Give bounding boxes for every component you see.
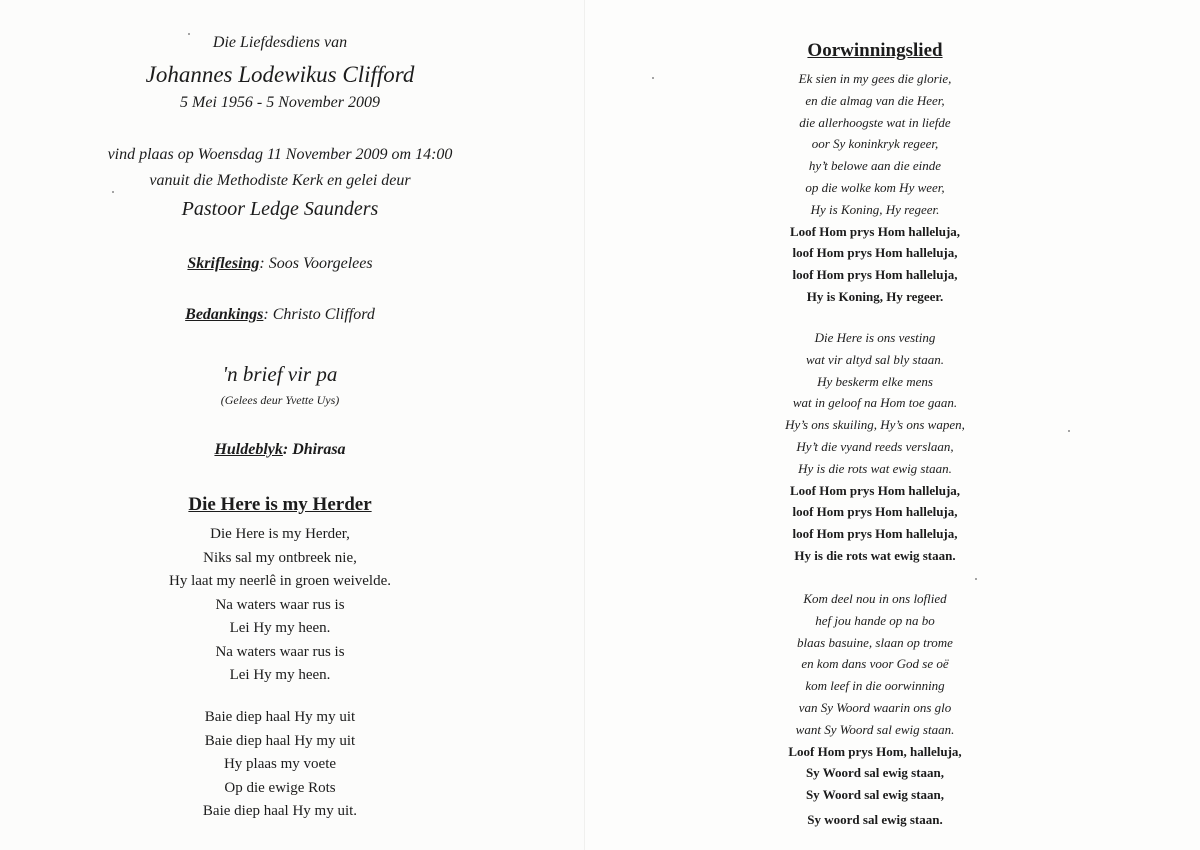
huldeblyk-value: : Dhirasa bbox=[282, 441, 346, 458]
chorus-line: Hy is Koning, Hy regeer. bbox=[806, 288, 944, 304]
pastor-name: Pastoor Ledge Saunders bbox=[181, 198, 379, 220]
chorus-line: Loof Hom prys Hom halleluja, bbox=[789, 482, 961, 498]
chorus-line: loof Hom prys Hom halleluja, bbox=[792, 245, 958, 261]
letter-reader: (Gelees deur Yvette Uys) bbox=[220, 393, 340, 407]
chorus-line: Loof Hom prys Hom halleluja, bbox=[789, 223, 961, 239]
right-page bbox=[585, 0, 1200, 850]
paper-speck bbox=[112, 191, 114, 193]
verse-line: Die Here is ons vesting bbox=[814, 330, 936, 345]
bedankings-line bbox=[0, 306, 560, 324]
paper-speck bbox=[652, 77, 654, 79]
chorus-line: loof Hom prys Hom halleluja, bbox=[792, 267, 958, 283]
verse-line: Baie diep haal Hy my uit. bbox=[202, 803, 358, 819]
huldeblyk-label: Huldeblyk bbox=[214, 441, 283, 458]
herder-verse-1 bbox=[0, 523, 560, 688]
verse-line: Lei Hy my heen. bbox=[229, 620, 331, 636]
oorwinning-verse-3 bbox=[585, 588, 1165, 806]
verse-line: Hy plaas my voete bbox=[223, 756, 337, 772]
life-dates: 5 Mei 1956 - 5 November 2009 bbox=[180, 94, 380, 111]
verse-line: Hy laat my neerlê in groen weivelde. bbox=[169, 573, 391, 589]
chorus-line: Hy is die rots wat ewig staan. bbox=[794, 547, 956, 563]
huldeblyk-line bbox=[0, 441, 560, 459]
service-time: vind plaas op Woensdag 11 November 2009 om 14:00 bbox=[107, 146, 453, 163]
verse-line: op die wolke kom Hy weer, bbox=[805, 179, 945, 195]
verse-line: Hy beskerm elke mens bbox=[817, 373, 933, 389]
verse-line: kom leef in die oorwinning bbox=[805, 678, 945, 694]
skriflesing-line bbox=[0, 255, 560, 273]
oorwinning-verse-1 bbox=[585, 68, 1165, 308]
chorus-line: Sy Woord sal ewig staan, bbox=[805, 787, 945, 803]
verse-line: van Sy Woord waarin ons glo bbox=[798, 699, 952, 715]
verse-line: oor Sy koninkryk regeer, bbox=[811, 136, 939, 152]
skriflesing-label: Skriflesing bbox=[187, 255, 260, 272]
deceased-name: Johannes Lodewikus Clifford bbox=[145, 62, 415, 87]
verse-line: Hy is Koning, Hy regeer. bbox=[810, 201, 940, 217]
verse-line: die allerhoogste wat in liefde bbox=[799, 114, 951, 130]
verse-line: Die Here is my Herder, bbox=[210, 526, 350, 542]
verse-line: hy’t belowe aan die einde bbox=[808, 158, 942, 174]
verse-line: Baie diep haal Hy my uit bbox=[204, 732, 356, 749]
verse-line: wat vir altyd sal bly staan. bbox=[806, 351, 944, 367]
paper-speck bbox=[188, 33, 190, 35]
verse-line: hef jou hande op na bo bbox=[815, 612, 935, 628]
chorus-line: loof Hom prys Hom halleluja, bbox=[792, 526, 958, 542]
hymn-title-oorwinning: Oorwinningslied bbox=[807, 40, 943, 61]
verse-line: Hy’s ons skuiling, Hy’s ons wapen, bbox=[785, 417, 965, 433]
skriflesing-value: : Soos Voorgelees bbox=[259, 255, 373, 272]
herder-verse-2 bbox=[0, 706, 560, 824]
verse-line: Ek sien in my gees die glorie, bbox=[798, 71, 952, 86]
verse-line: Hy’t die vyand reeds verslaan, bbox=[796, 438, 954, 454]
hymn-title-herder: Die Here is my Herder bbox=[188, 494, 372, 515]
verse-line: Na waters waar rus is bbox=[215, 643, 345, 660]
verse-line: Op die ewige Rots bbox=[224, 779, 336, 796]
verse-line: Na waters waar rus is bbox=[215, 596, 345, 613]
verse-line: wat in geloof na Hom toe gaan. bbox=[792, 395, 958, 411]
oorwinning-last-line: Sy woord sal ewig staan. bbox=[807, 812, 943, 827]
chorus-line: Loof Hom prys Hom, halleluja, bbox=[788, 743, 962, 759]
left-page bbox=[0, 0, 585, 850]
verse-line: Hy is die rots wat ewig staan. bbox=[798, 460, 952, 476]
service-location: vanuit die Methodiste Kerk en gelei deur bbox=[149, 172, 411, 189]
chorus-line: loof Hom prys Hom halleluja, bbox=[792, 504, 958, 520]
verse-line: en kom dans voor God se oë bbox=[801, 656, 949, 672]
oorwinning-verse-2 bbox=[585, 327, 1165, 567]
bedankings-value: : Christo Clifford bbox=[263, 306, 375, 323]
letter-title: 'n brief vir pa bbox=[222, 362, 338, 386]
paper-speck bbox=[1068, 430, 1070, 432]
verse-line: Niks sal my ontbreek nie, bbox=[203, 549, 357, 566]
verse-line: Lei Hy my heen. bbox=[229, 667, 331, 683]
chorus-line: Sy Woord sal ewig staan, bbox=[805, 765, 945, 781]
verse-line: want Sy Woord sal ewig staan. bbox=[795, 721, 955, 737]
verse-line: Baie diep haal Hy my uit bbox=[204, 709, 356, 725]
verse-line: Kom deel nou in ons loflied bbox=[803, 591, 947, 606]
bedankings-label: Bedankings bbox=[185, 306, 264, 323]
paper-speck bbox=[975, 578, 977, 580]
verse-line: en die almag van die Heer, bbox=[805, 92, 945, 108]
service-title: Die Liefdesdiens van bbox=[212, 34, 348, 51]
verse-line: blaas basuine, slaan op trome bbox=[797, 634, 953, 650]
